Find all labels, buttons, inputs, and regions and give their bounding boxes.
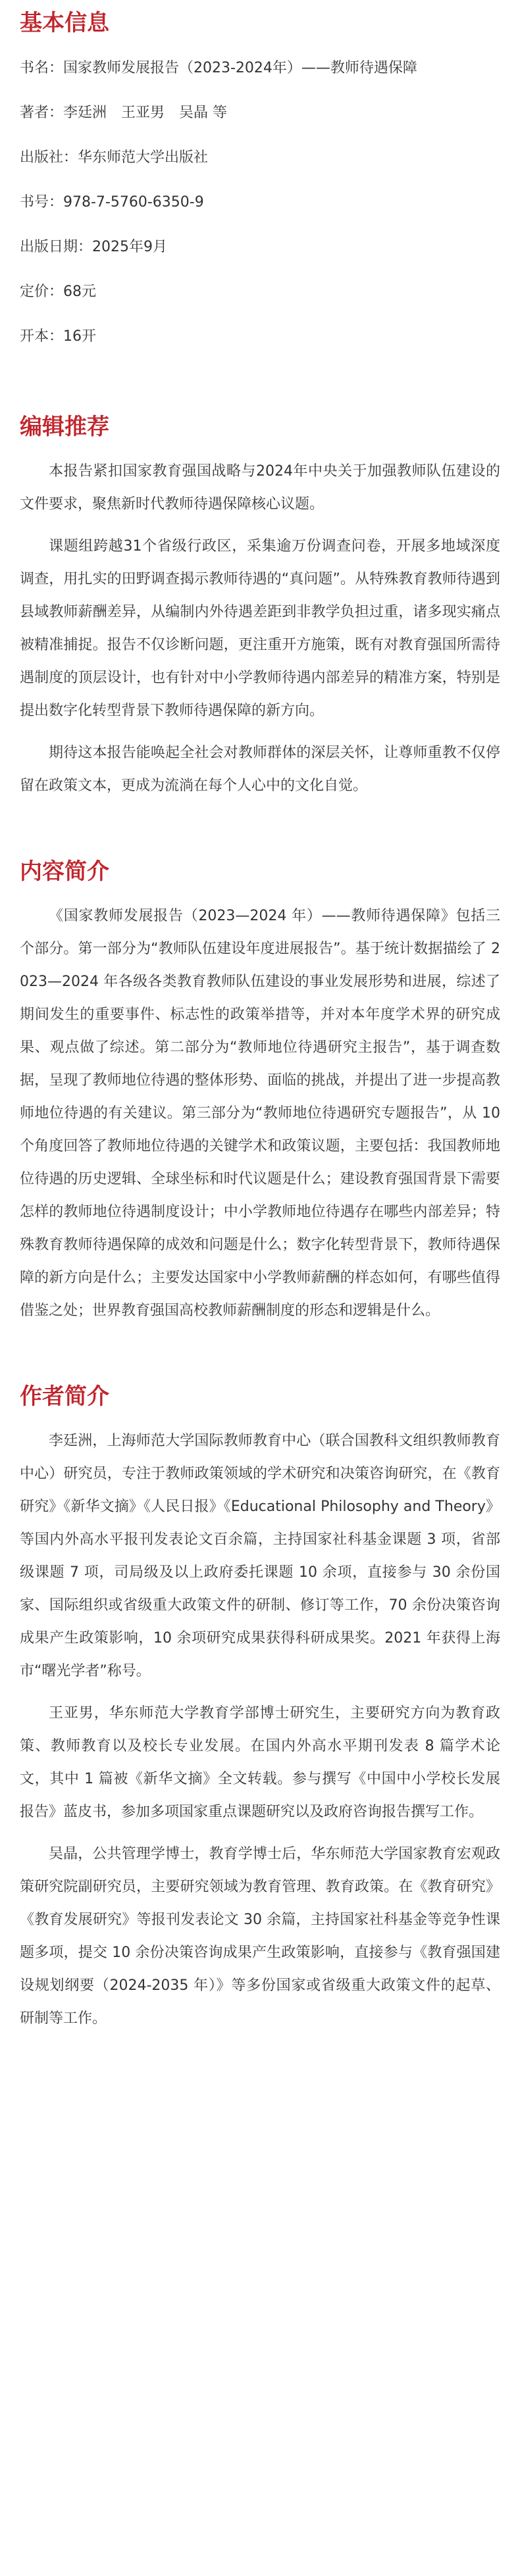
publish-date-row: 出版日期：2025年9月: [20, 239, 167, 255]
editor-recommendation-heading: 编辑推荐: [20, 414, 109, 440]
authors-row: 著者：李廷洲 王亚男 吴晶 等: [20, 105, 227, 121]
author-intro-section: [20, 1385, 500, 2035]
author-paragraph-wang: 王亚男，华东师范大学教育学部博士研究生，主要研究方向为教育政策、教师教育以及校长专业发展。在国内外高水平期刊发表 8 篇学术论文，其中 1 篇被《新华文摘》全文转载。参与撰写《中国中小学校长发展报告》蓝皮书，参加多项国家重点课题研究以及政府咨询报告撰写工作。: [20, 1705, 500, 1820]
content-paragraph: 《国家教师发展报告（2023—2024 年）——教师待遇保障》包括三个部分。第一部分为“教师队伍建设年度进展报告”。基于统计数据描绘了 2023—2024 年各级各类教育教师队伍建设的事业发展形势和进展，综述了期间发生的重要事件、标志性的政策举措等，并对本年度学术界的研究成果、观点做了综述。第二部分为“教师地位待遇研究主报告”，基于调查数据，呈现了教师地位待遇的整体形势、面临的挑战，并提出了进一步提高教师地位待遇的有关建议。第三部分为“教师地位待遇研究专题报告”，从 10 个角度回答了教师地位待遇的关键学术和政策议题，主要包括：我国教师地位待遇的历史逻辑、全球坐标和时代议题是什么；建设教育强国背景下需要怎样的教师地位待遇制度设计；中小学教师地位待遇存在哪些内部差异；特殊教育教师待遇保障的成效和问题是什么；数字化转型背景下，教师待遇保障的新方向是什么；主要发达国家中小学教师薪酬的样态如何，有哪些值得借鉴之处；世界教育强国高校教师薪酬制度的形态和逻辑是什么。: [20, 908, 500, 1319]
author-intro-heading: 作者简介: [20, 1383, 109, 1410]
content-summary-heading: 内容简介: [20, 858, 109, 885]
format-row: 开本：16开: [20, 328, 96, 345]
editor-paragraph: 本报告紧扣国家教育强国战略与2024年中央关于加强教师队伍建设的文件要求，聚焦新时代教师待遇保障核心议题。: [20, 463, 500, 512]
publisher-row: 出版社：华东师范大学出版社: [20, 149, 209, 166]
editor-paragraph: 课题组跨越31个省级行政区，采集逾万份调查问卷，开展多地域深度调查，用扎实的田野调查揭示教师待遇的“真问题”。从特殊教育教师待遇到县域教师薪酬差异，从编制内外待遇差距到非教学负担过重，诸多现实痛点被精准捕捉。报告不仅诊断问题，更注重开方施策，既有对教育强国所需待遇制度的顶层设计，也有针对中小学教师待遇内部差异的精准方案，特别是提出数字化转型背景下教师待遇保障的新方向。: [20, 538, 500, 719]
basic-info-list: [20, 46, 500, 359]
author-paragraph-wu: 吴晶，公共管理学博士，教育学博士后，华东师范大学国家教育宏观政策研究院副研究员，主要研究领域为教育管理、教育政策。在《教育研究》《教育发展研究》等报刊发表论文 30 余篇，主持国家社科基金等竞争性课题多项，提交 10 余份决策咨询成果产生政策影响，直接参与《教育强国建设规划纲要（2024-2035 年）》等多份国家或省级重大政策文件的起草、研制等工作。: [20, 1846, 500, 2027]
editor-paragraph: 期待这本报告能唤起全社会对教师群体的深层关怀，让尊师重教不仅停留在政策文本，更成为流淌在每个人心中的文化自觉。: [20, 745, 500, 794]
editor-recommendation-section: [20, 416, 500, 803]
basic-info-heading: 基本信息: [20, 10, 109, 36]
author-paragraph-li: 李廷洲，上海师范大学国际教师教育中心（联合国教科文组织教师教育中心）研究员，专注于教师政策领域的学术研究和决策咨询研究，在《教育研究》《新华文摘》《人民日报》《Educational Philosophy and Theory》等国内外高水平报刊发表论文百余篇，主持国家社科基金课题 3 项，省部级课题 7 项，司局级及以上政府委托课题 10 余项，直接参与 30 余份国家、国际组织或省级重大政策文件的研制、修订等工作，70 余份决策咨询成果产生政策影响，10 余项研究成果获得科研成果奖。2021 年获得上海市“曙光学者”称号。: [20, 1433, 500, 1679]
basic-info-section: [20, 0, 500, 359]
book-title-row: 书名：国家教师发展报告（2023-2024年）——教师待遇保障: [20, 60, 417, 76]
price-row: 定价：68元: [20, 284, 96, 300]
content-summary-section: [20, 860, 500, 1327]
isbn-row: 书号：978-7-5760-6350-9: [20, 194, 204, 211]
